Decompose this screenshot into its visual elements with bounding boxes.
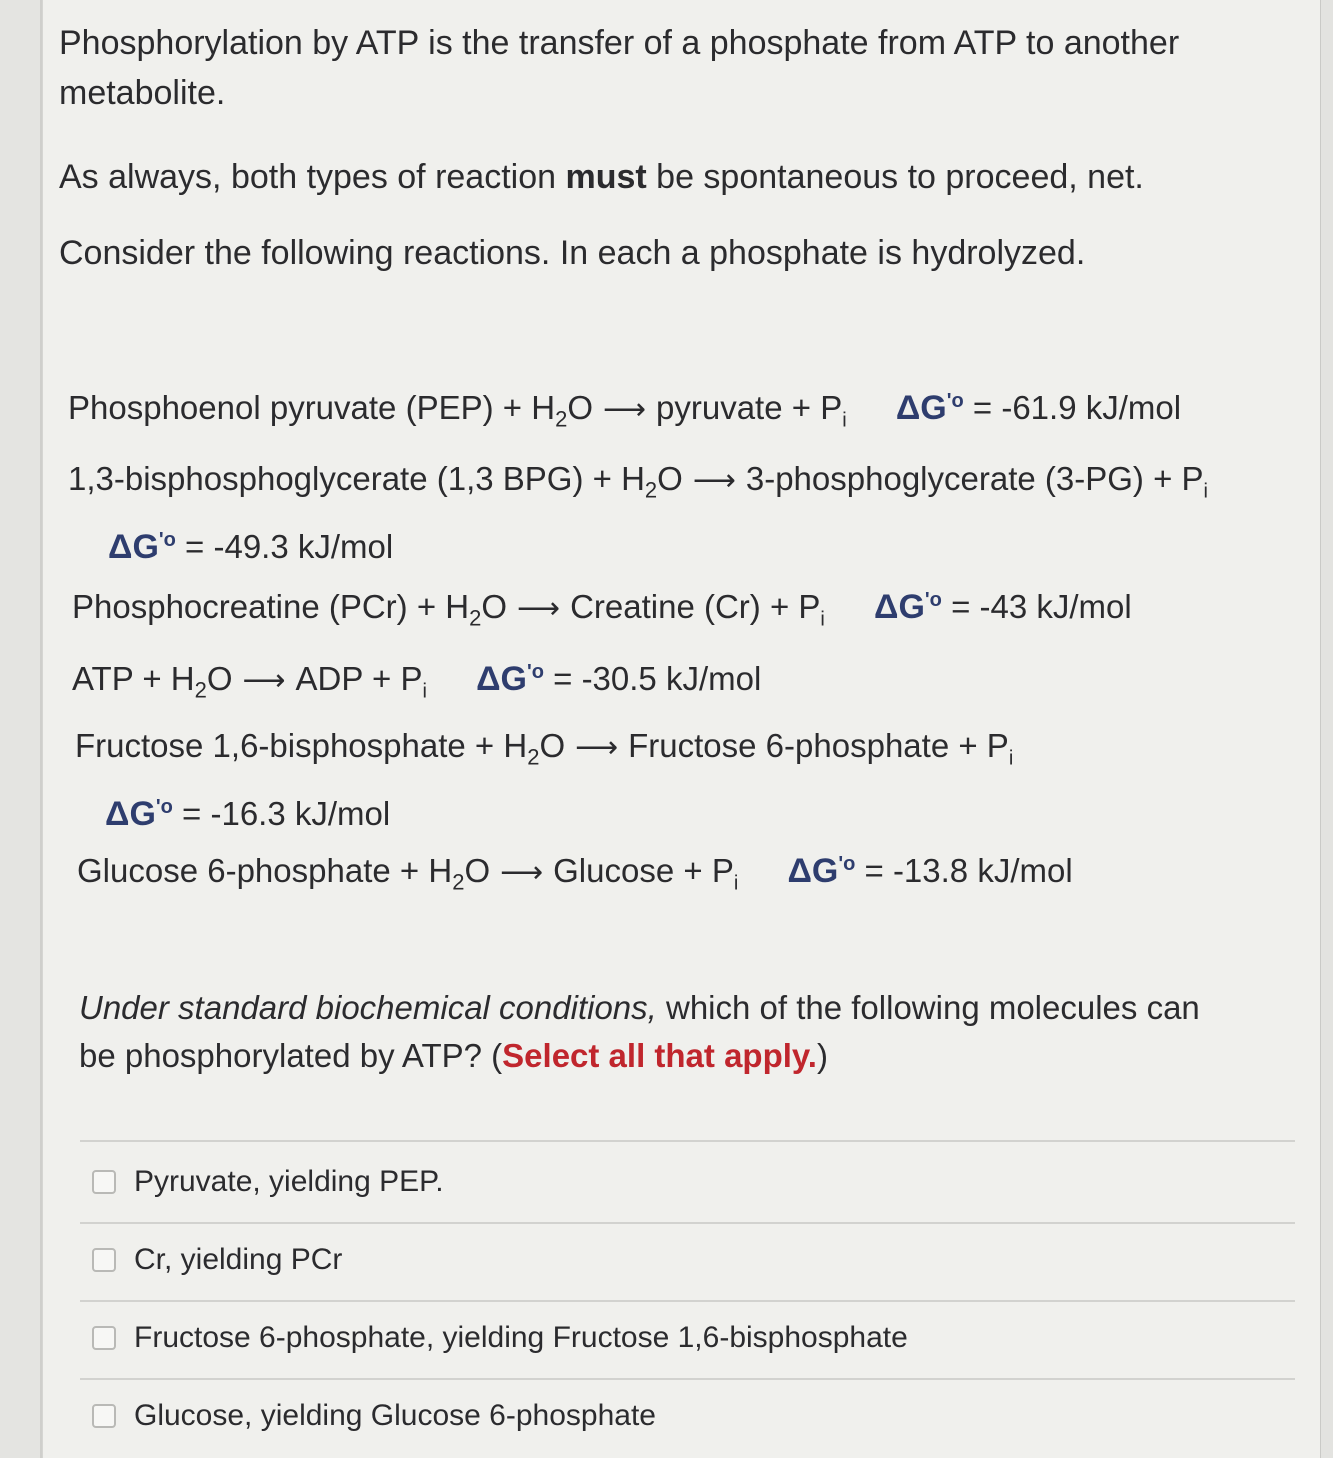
arrow-icon: ⟶ bbox=[692, 464, 736, 497]
delta-g-value: $\Delta G^{'o} = -30.5$ kJ/mol bbox=[476, 660, 762, 698]
option-creatine[interactable] bbox=[92, 1238, 342, 1282]
option-pyruvate[interactable] bbox=[92, 1160, 444, 1204]
arrow-icon: ⟶ bbox=[575, 731, 619, 764]
intro-paragraph-3: Consider the following reactions. In each a phosphate is hydrolyzed. bbox=[59, 234, 1086, 272]
delta-g-value: $\Delta G^{'o} = -61.9$ kJ/mol bbox=[895, 389, 1182, 427]
question-prompt: Under standard biochemical conditions, which of the following molecules can be phosphorylated by ATP? (Select all that apply.) bbox=[79, 989, 1200, 1074]
checkbox[interactable] bbox=[92, 1248, 116, 1272]
emphasis-must: must bbox=[565, 158, 647, 196]
arrow-icon: ⟶ bbox=[517, 592, 561, 625]
arrow-icon: ⟶ bbox=[500, 856, 544, 889]
reaction-pep: Phosphoenol pyruvate $(PEP) + H_2O$ ⟶ pyruvate + $P_i$ $\Delta G^{'o} = -61.9$ kJ/mol bbox=[68, 377, 1181, 445]
option-glucose[interactable] bbox=[92, 1394, 656, 1438]
right-edge bbox=[1320, 0, 1333, 1458]
reaction-atp: ATP + $H_2O$ ⟶ ADP + $P_i$ $\Delta G^{'o} = -30.5$ kJ/mol bbox=[72, 648, 761, 716]
reaction-f16bp: Fructose 1,6-bisphosphate + $H_2O$ ⟶ Fructose 6-phosphate + $P_i$ $\Delta G^{'o} = -16.3$ kJ/mol bbox=[75, 722, 1275, 838]
divider bbox=[80, 1140, 1295, 1142]
option-label: Fructose 6-phosphate, yielding Fructose 1,6-bisphosphate bbox=[134, 1321, 908, 1354]
reaction-pcr: Phosphocreatine $(PCr) + H_2O$ ⟶ Creatine $(Cr) + P_i$ $\Delta G^{'o} = -43$ kJ/mol bbox=[72, 576, 1132, 644]
checkbox[interactable] bbox=[92, 1326, 116, 1350]
option-fructose-6-phosphate[interactable] bbox=[92, 1316, 908, 1360]
reaction-g6p: Glucose 6-phosphate + $H_2O$ ⟶ $Glucose + P_i$ $\Delta G^{'o} = -13.8$ kJ/mol bbox=[77, 840, 1073, 908]
divider bbox=[80, 1300, 1295, 1302]
divider bbox=[80, 1222, 1295, 1224]
select-all-instruction: Select all that apply. bbox=[502, 1037, 817, 1074]
arrow-icon: ⟶ bbox=[602, 393, 646, 426]
intro-paragraph-2: As always, both types of reaction must be spontaneous to proceed, net. bbox=[59, 158, 1144, 196]
delta-g-value: $\Delta G^{'o} = -13.8$ kJ/mol bbox=[787, 852, 1073, 890]
divider bbox=[80, 1378, 1295, 1380]
intro-paragraph-1: Phosphorylation by ATP is the transfer of a phosphate from ATP to another metabolite. bbox=[59, 24, 1180, 112]
option-label: Pyruvate, yielding PEP. bbox=[134, 1165, 444, 1198]
left-margin bbox=[0, 0, 42, 1458]
option-label: Glucose, yielding Glucose 6-phosphate bbox=[134, 1399, 656, 1432]
option-label: Cr, yielding PCr bbox=[134, 1243, 343, 1276]
delta-g-value: $\Delta G^{'o} = -16.3$ kJ/mol bbox=[105, 794, 391, 833]
arrow-icon: ⟶ bbox=[242, 664, 286, 697]
reaction-bpg: 1,3-bisphosphoglycerate (1,3 $BPG) + H_2O$ ⟶ 3-phosphoglycerate $(3-PG) + P_i$ $\Delta G^{'o} = -49.3$ kJ/mol bbox=[68, 455, 1308, 571]
delta-g-value: $\Delta G^{'o} = -43$ kJ/mol bbox=[874, 588, 1132, 626]
checkbox[interactable] bbox=[92, 1404, 116, 1428]
delta-g-value: $\Delta G^{'o} = -49.3$ kJ/mol bbox=[108, 527, 394, 566]
checkbox[interactable] bbox=[92, 1170, 116, 1194]
